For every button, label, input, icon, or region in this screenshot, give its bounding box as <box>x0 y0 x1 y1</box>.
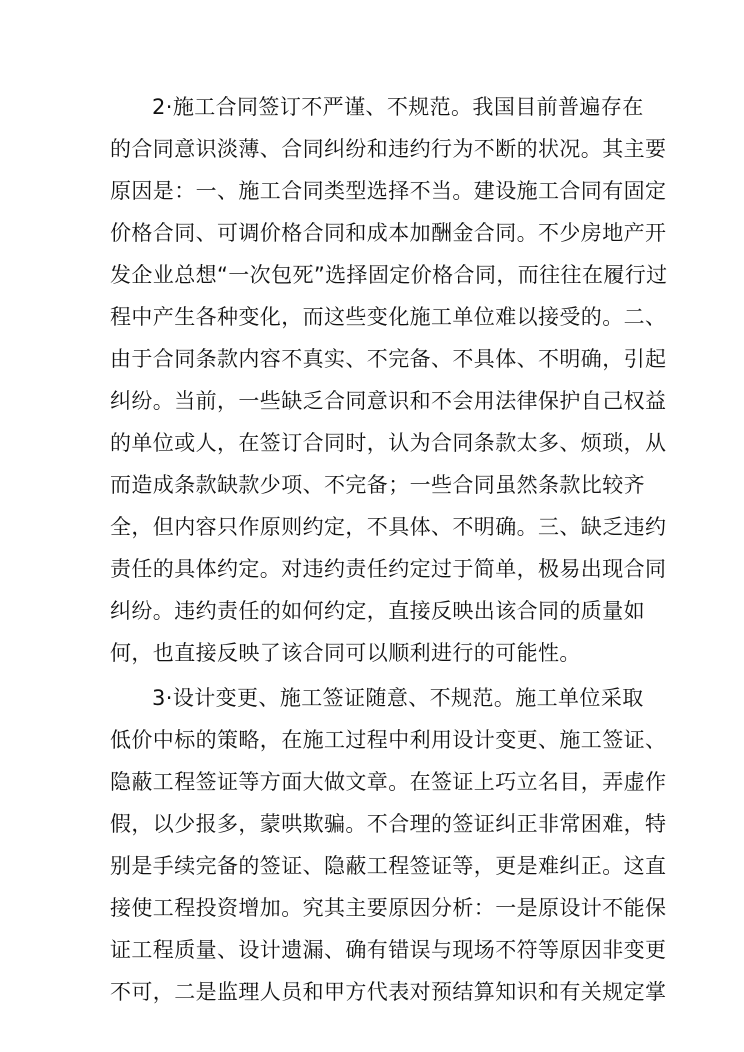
text-line: 隐蔽工程签证等方面大做文章。在签证上巧立名目，弄虚作 <box>110 770 667 794</box>
text-line: 何，也直接反映了该合同可以顺利进行的可能性。 <box>110 641 581 665</box>
text-line: 原因是：一、施工合同类型选择不当。建设施工合同有固定 <box>110 179 667 203</box>
text-line: 别是手续完备的签证、隐蔽工程签证等，更是难纠正。这直 <box>110 854 667 878</box>
text-line: 纠纷。违约责任的如何约定，直接反映出该合同的质量如 <box>110 599 645 623</box>
text-line: 纠纷。当前，一些缺乏合同意识和不会用法律保护自己权益 <box>110 389 667 413</box>
text-line: 发企业总想“一次包死”选择固定价格合同，而往往在履行过 <box>110 263 668 287</box>
text-line: 责任的具体约定。对违约责任约定过于简单，极易出现合同 <box>110 557 667 581</box>
text-line: 3·设计变更、施工签证随意、不规范。施工单位采取 <box>152 686 644 710</box>
text-line: 由于合同条款内容不真实、不完备、不具体、不明确，引起 <box>110 347 667 371</box>
text-line: 的单位或人，在签订合同时，认为合同条款太多、烦琐，从 <box>110 431 667 455</box>
text-line: 程中产生各种变化，而这些变化施工单位难以接受的。二、 <box>110 305 667 329</box>
text-line: 假，以少报多，蒙哄欺骗。不合理的签证纠正非常困难，特 <box>110 812 667 836</box>
text-line: 不可，二是监理人员和甲方代表对预结算知识和有关规定掌 <box>110 980 667 1004</box>
text-line: 接使工程投资增加。究其主要原因分析：一是原设计不能保 <box>110 896 667 920</box>
text-line: 价格合同、可调价格合同和成本加酬金合同。不少房地产开 <box>110 221 667 245</box>
text-line: 的合同意识淡薄、合同纠纷和违约行为不断的状况。其主要 <box>110 137 667 161</box>
text-line: 全，但内容只作原则约定，不具体、不明确。三、缺乏违约 <box>110 515 667 539</box>
text-line: 低价中标的策略，在施工过程中利用设计变更、施工签证、 <box>110 728 667 752</box>
text-line: 证工程质量、设计遗漏、确有错误与现场不符等原因非变更 <box>110 938 667 962</box>
text-line: 而造成条款缺款少项、不完备；一些合同虽然条款比较齐 <box>110 473 645 497</box>
text-line: 2·施工合同签订不严谨、不规范。我国目前普遍存在 <box>152 95 644 119</box>
